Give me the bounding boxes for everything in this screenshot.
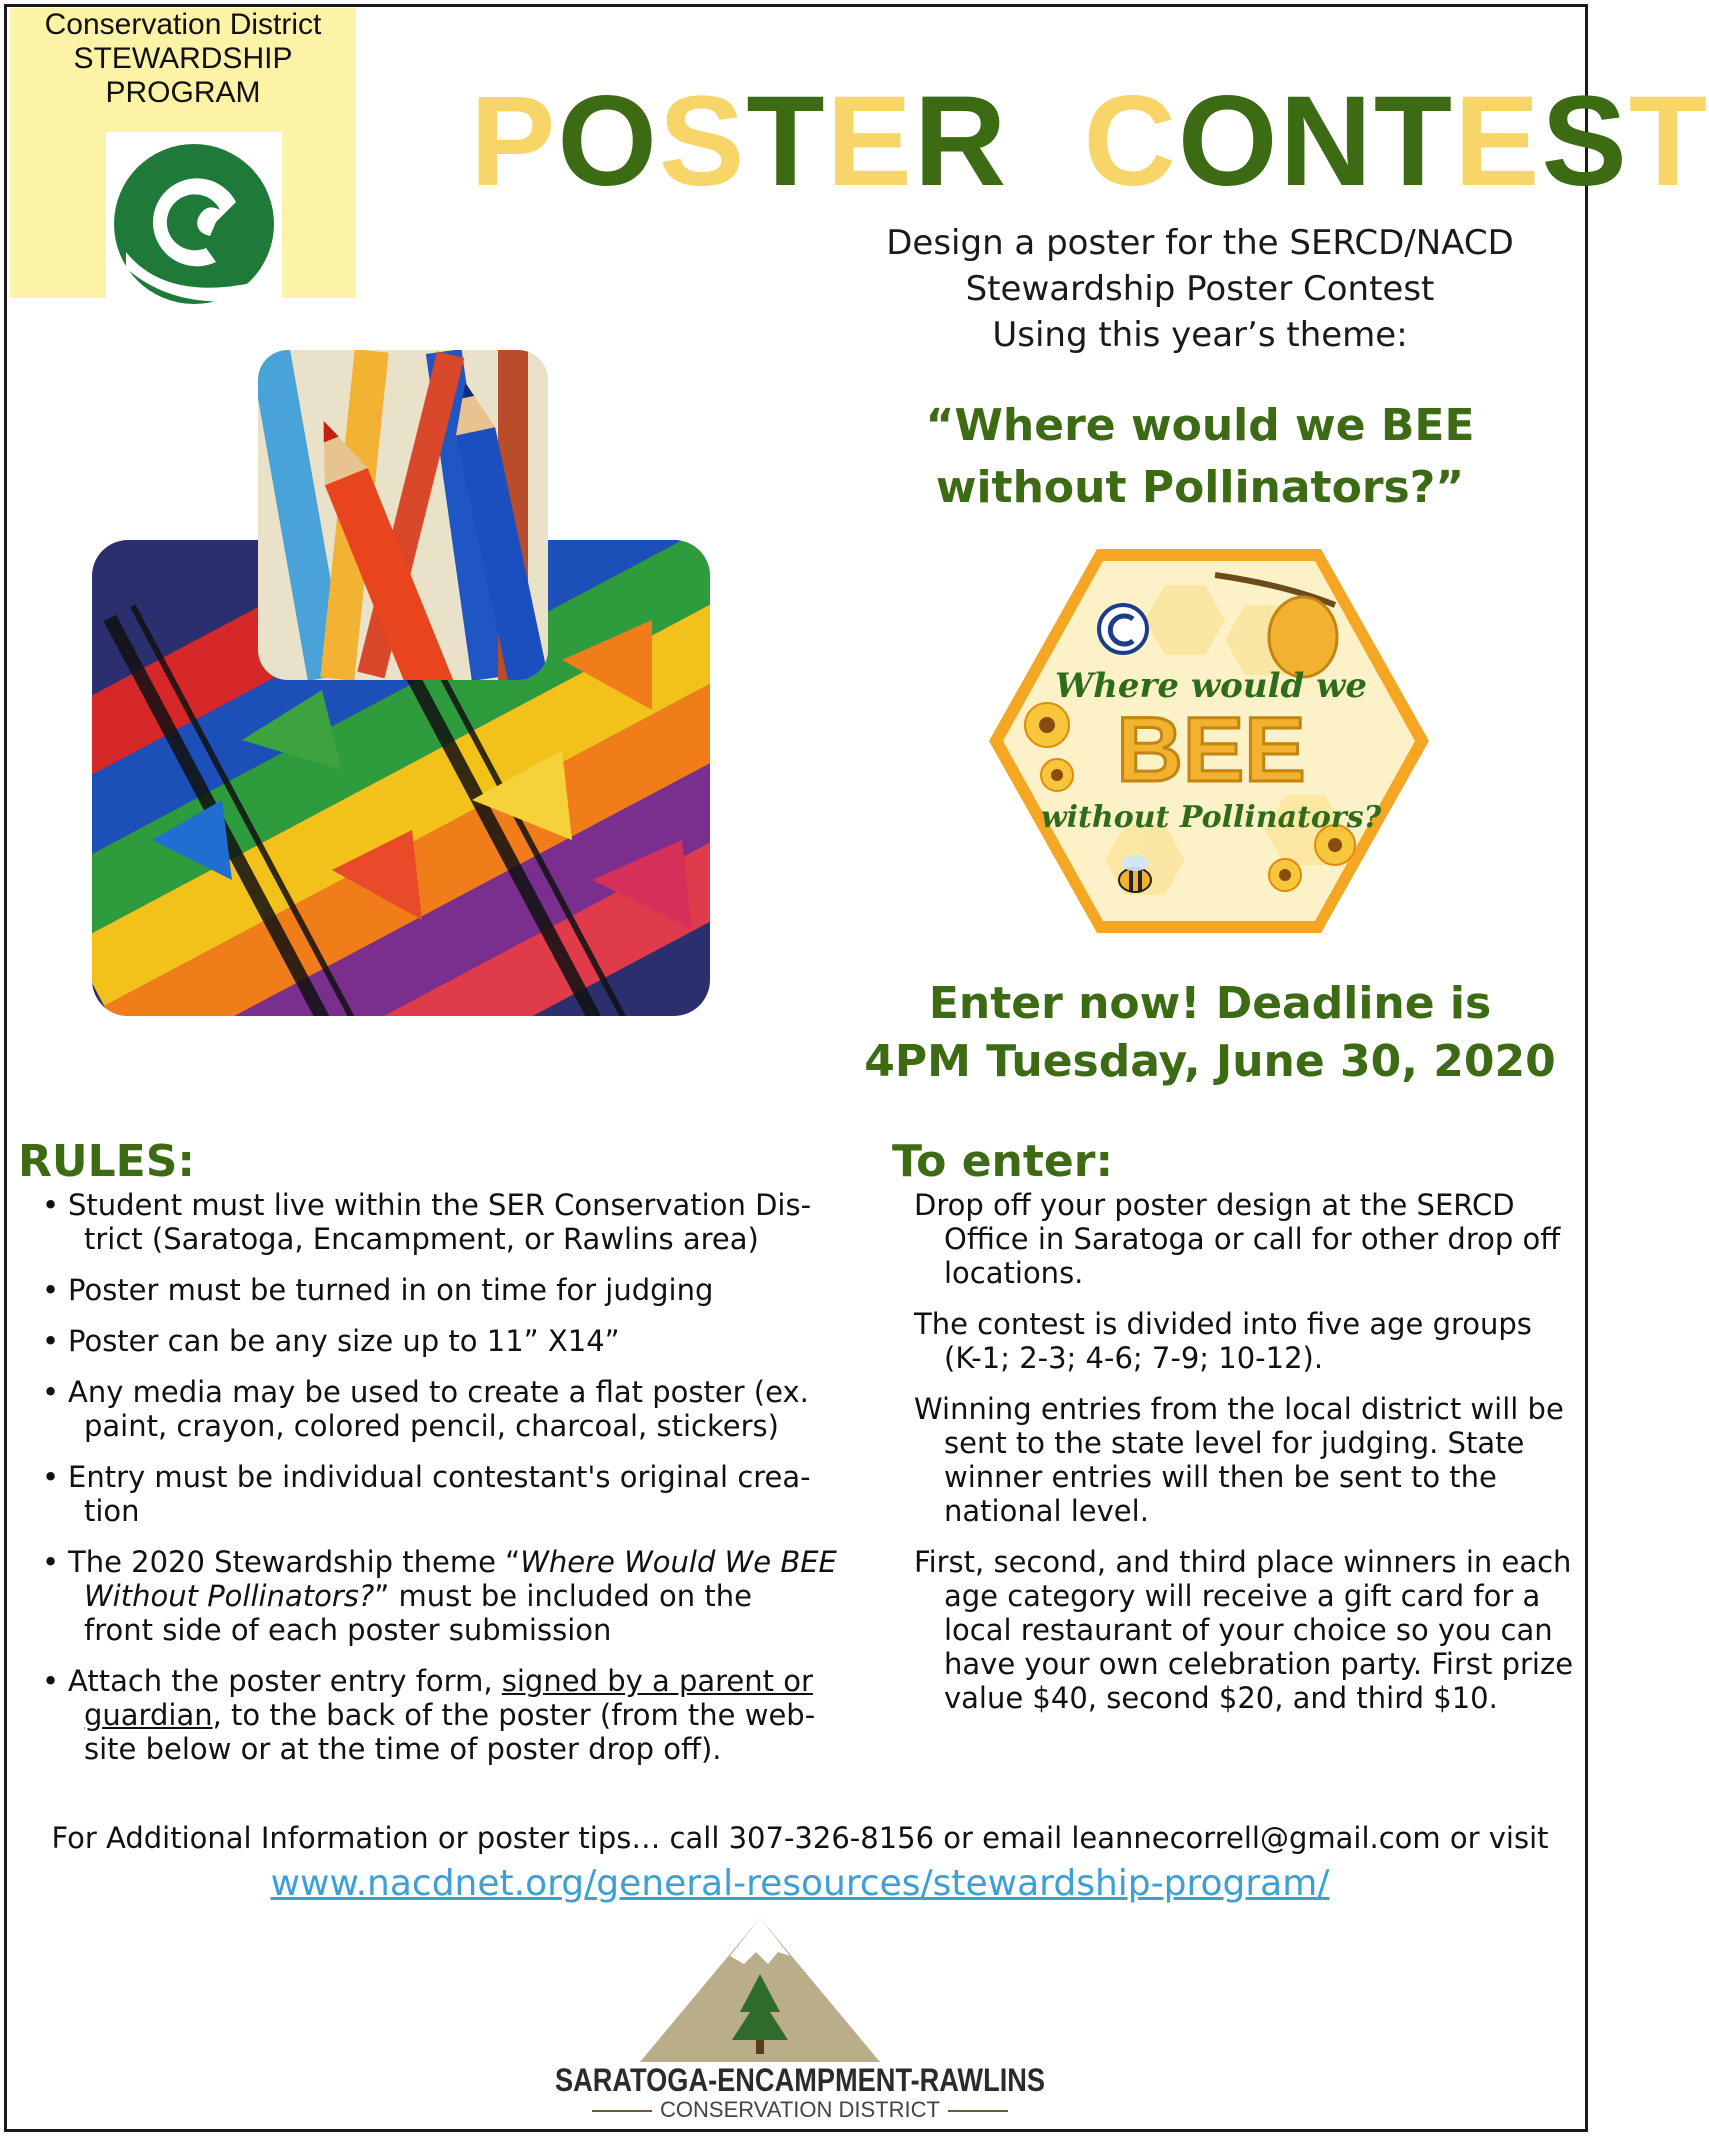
bee-badge-line-3: without Pollinators? [1040, 800, 1382, 835]
enter-paragraph: Winning entries from the local district will be sent to the state level for judging. State winner entries will then be sent to the national level. [914, 1392, 1564, 1528]
contact-info: For Additional Information or poster tips… call 307-326-8156 or email leannecorrell@gmail.com or visit [51, 1821, 1549, 1855]
to-enter-list [914, 1188, 1574, 1732]
theme-text [830, 395, 1570, 519]
bee-icon [1119, 855, 1151, 892]
district-name: SARATOGA-ENCAMPMENT-RAWLINS [554, 2062, 1046, 2098]
to-enter-heading: To enter: [892, 1136, 1114, 1187]
bee-badge-line-2: BEE [1116, 699, 1306, 801]
rule-item: • Any media may be used to create a flat poster (ex. paint, crayon, colored pencil, charcoal, stickers) [38, 1375, 838, 1443]
theme-line-2: without Pollinators?” [935, 462, 1465, 513]
rules-list [38, 1188, 838, 1783]
rules-heading: RULES: [18, 1136, 195, 1187]
intro-text [830, 220, 1570, 358]
rule-item: • Attach the poster entry form, signed by a parent or guardian, to the back of the poster (from the web- site below or at the time of poster drop off). [38, 1664, 838, 1766]
intro-line-1: Design a poster for the SERCD/NACD [886, 223, 1514, 263]
intro-line-2: Stewardship Poster Contest [965, 269, 1435, 309]
bee-badge-line-1: Where would we [1054, 666, 1368, 706]
mountain-tree-logo [640, 1912, 880, 2062]
deadline-line-2: 4PM Tuesday, June 30, 2020 [864, 1036, 1556, 1087]
enter-paragraph: The contest is divided into five age groups (K-1; 2-3; 4-6; 7-9; 10-12). [914, 1307, 1532, 1375]
colored-pencils-image [258, 350, 548, 680]
conservation-district-logo [106, 132, 282, 308]
deadline-text [830, 975, 1590, 1091]
badge-line-3: PROGRAM [105, 76, 261, 109]
theme-line-1: “Where would we BEE [925, 400, 1475, 451]
stewardship-program-badge [10, 8, 356, 298]
rule-item: • Poster can be any size up to 11” X14” [38, 1324, 838, 1358]
enter-paragraph: First, second, and third place winners in each age category will receive a gift card for a local restaurant of your choice so you can have your own celebration party. First prize value $40, second $20, and third $10. [914, 1545, 1574, 1715]
rule-item: • The 2020 Stewardship theme “Where Would We BEE Without Pollinators?” must be included on the front side of each poster submission [38, 1545, 838, 1647]
bee-theme-badge [985, 545, 1433, 937]
stewardship-program-link[interactable]: www.nacdnet.org/general-resources/stewardship-program/ [270, 1863, 1330, 1904]
deadline-line-1: Enter now! Deadline is [928, 978, 1492, 1029]
badge-line-2: STEWARDSHIP [73, 42, 293, 75]
page-title: POSTER CONTEST [470, 70, 1709, 213]
badge-line-1: Conservation District [44, 8, 322, 41]
district-subtitle: CONSERVATION DISTRICT [560, 2096, 1040, 2124]
beehive-icon [1269, 597, 1337, 677]
intro-line-3: Using this year’s theme: [992, 315, 1408, 355]
rule-item: • Entry must be individual contestant's original crea- tion [38, 1460, 838, 1528]
rule-item: • Student must live within the SER Conservation Dis- trict (Saratoga, Encampment, or Rawlins area) [38, 1188, 838, 1256]
enter-paragraph: Drop off your poster design at the SERCD Office in Saratoga or call for other drop off locations. [914, 1188, 1561, 1290]
rule-item: • Poster must be turned in on time for judging [38, 1273, 838, 1307]
